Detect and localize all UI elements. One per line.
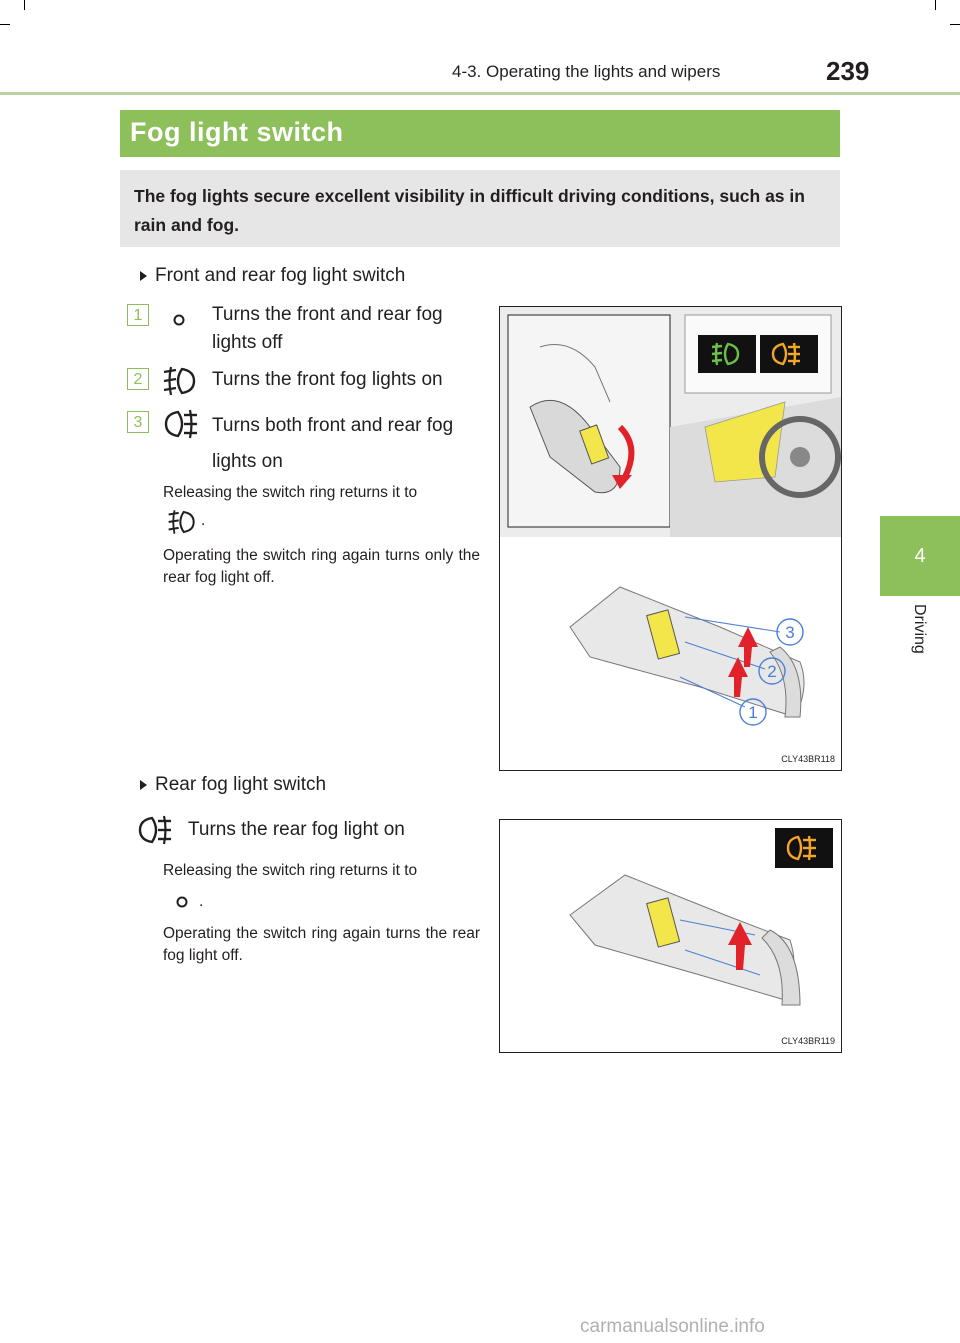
callout-2: 2 (767, 662, 777, 681)
header-rule (0, 92, 960, 95)
callout-3: 3 (785, 623, 795, 642)
bullet-triangle-icon (140, 271, 147, 281)
chapter-label: Driving (911, 604, 928, 654)
figure-rear (499, 819, 842, 1053)
crop-mark (0, 24, 10, 25)
intro-text: The fog lights secure excellent visibility in difficult driving conditions, such as in rain and fog. (134, 186, 805, 235)
rear-note-release: Releasing the switch ring returns it to (163, 862, 418, 879)
subheading-text: Rear fog light switch (155, 774, 327, 795)
item-1-line1 (212, 301, 480, 357)
subheading-rear (140, 774, 326, 796)
note-again: Operating the switch ring again turns only the rear fog light off. (163, 547, 480, 586)
section-title: Fog light switch (120, 110, 840, 157)
crop-mark (935, 0, 936, 10)
figure-code: CLY43BR119 (781, 1036, 835, 1046)
rear-note-again: Operating the switch ring again turns the rear fog light off. (163, 925, 480, 964)
crop-mark (950, 24, 960, 25)
intro-box (120, 170, 840, 247)
subheading-front-rear (140, 265, 405, 287)
note-release-text: Releasing the switch ring returns it to (163, 484, 418, 501)
crop-mark (24, 0, 25, 10)
note-release (163, 482, 480, 504)
item-number: 1 (127, 304, 149, 326)
running-header: 4-3. Operating the lights and wipers (452, 62, 721, 81)
item-1-text: Turns the front and rear fog lights off (212, 304, 443, 353)
chapter-tab: 4 (880, 516, 960, 596)
front-fog-icon (163, 507, 201, 537)
fog-off-icon (175, 895, 189, 909)
note-period: . (201, 512, 206, 529)
watermark: carmanualsonline.info (580, 1316, 765, 1337)
lever-illustration (500, 307, 841, 770)
item-2-text: Turns the front fog lights on (212, 369, 443, 390)
item-number: 2 (127, 368, 149, 390)
front-fog-icon (160, 363, 200, 399)
callout-1: 1 (748, 703, 758, 722)
page-number: 239 (826, 56, 870, 86)
chapter-label-box (880, 600, 960, 680)
item-3-text: Turns both front and rear fog lights on (212, 415, 454, 472)
rear-lever-illustration (500, 820, 841, 1052)
subheading-text: Front and rear fog light switch (155, 265, 406, 286)
rear-fog-icon (134, 812, 176, 848)
rear-item-text: Turns the rear fog light on (188, 819, 405, 840)
figure-front-rear (499, 306, 842, 771)
bullet-triangle-icon (140, 780, 147, 790)
rear-note-period: . (199, 893, 204, 910)
rear-fog-icon (160, 406, 202, 442)
item-number: 3 (127, 411, 149, 433)
fog-off-icon (172, 313, 186, 327)
figure-code: CLY43BR118 (781, 754, 835, 764)
